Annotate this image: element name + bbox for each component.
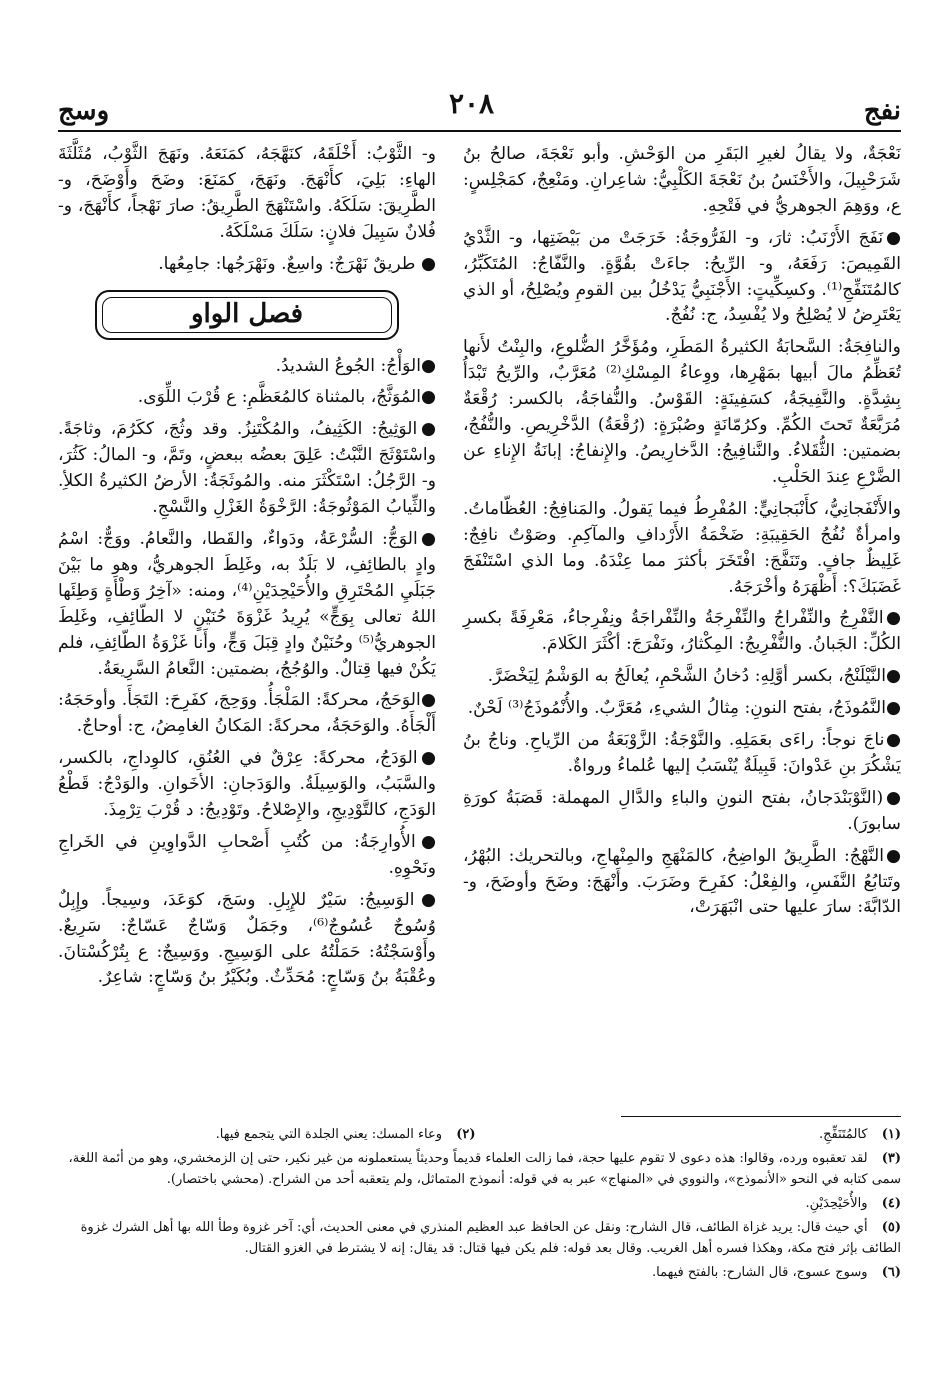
footnote-row [50, 1124, 901, 1148]
footnote-number: (١) [881, 1127, 901, 1142]
entry-awarija: ●الأُوارِجَةُ: من كُتُبِ أَصْحابِ الدَّواوِينِ في الخَراجِ ونَحْوِهِ. [58, 831, 436, 878]
footnote-5 [50, 1217, 901, 1259]
entry-nawbandajan: ●(النَّوْبَنْدَجانُ، بفتح النونِ والباءِ والدَّالِ المهملة: قَصَبَةُ كورَةِ سابورَ). [463, 787, 901, 834]
header-root-word-right: نفج [863, 96, 901, 126]
footnote-text: وعاء المسك: يعني الجلدة التي يتجمع فيها. [215, 1127, 443, 1142]
entry-text: و- الثَّوْبُ: أَخْلَقَهُ، كنَهَّجَهُ، كمَنَعَهُ. ونَهَجَ الثَّوْبُ، مُثَلَّثَةَ الهاءِ: بَلِيَ، كأَنْهَجَ. ونَهَجَ، كمَنَعَ: وضَحَ وأَوْضَحَ، و- الطَّرِيقَ: سَلَكَهُ. واسْتَنْهَجَ الطَّرِيقُ: صارَ نَهْجاً، كأَنْهَجَ، و- فُلانٌ سَبِيلَ فلانٍ: سَلَكَ مَسْلَكَهُ. [58, 144, 436, 242]
entry-text: والنافِجَةُ: السَّحابَةُ الكثيرةُ المَطَرِ، ومُؤَخَّرُ الضُّلوعِ، والبِنْتُ لأَنها تُعَظِّمُ مالَ أبيها بمَهْرِها، ووِعاءُ المِسْكِ⁽²⁾ مُعَرَّبٌ، والرِّيحُ تَبْدَأُ بِشِدَّةٍ. والنَّفِيجَةُ، كسَفِينَةٍ: القَوْسُ. والنُّفاجَةُ، بالكسر: رُقْعَةٌ مُرَبَّعَةٌ تَحتَ الكُمِّ. وكرُمّانَةٍ وصُبْرَةٍ: (رُقْعَةُ) الدَّخْرِيصِ. والنُّفُجُ، بضمتين: الثُّقَلاءُ. والنَّنافِيجُ: الدَّخارِيصُ. والإِنفاجُ: إبانَةُ الإِناءِ عن الضَّرْعِ عِندَ الحَلْبِ. [463, 337, 902, 487]
footnote-2 [50, 1124, 476, 1145]
footnote-text: لقد تعقبوه ورده، وقالوا: هذه دعوى لا تقوم عليها حجة، فما زالت العلماء قديماً وحديثاً يستعملونه من غير نكير، حتى إن الزمخشري، وهو من أئمة اللغة، سمى كتابه في النحو «الأنموذج»، والنووي في «المنهاج» عبر به في قوله: أنموذج المتماثل، ولم يتعقبه أحد من الشراح. (محشي باختصار). [68, 1151, 901, 1187]
footnotes [50, 1124, 901, 1286]
entry-muwaththaj: ●المُوَثَّجُ، بالمثناة كالمُعَظَّمِ: ع قُرْبَ اللِّوَى. [137, 387, 436, 408]
footnote-number: (٥) [881, 1220, 901, 1235]
footnote-rule [621, 1116, 901, 1117]
entry-wathij: ●الوَثِيجُ: الكَثِيفُ، والمُكْتَنِزُ. وقد وثُجَ، ككَرُمَ، وثاجَةً. واسْتَوْثَجَ النَّبْتُ: عَلِقَ بعضُه ببعضٍ، وتَمَّ، و- المالُ: كَثُرَ، و- الرَّجُلُ: اسْتَكْثَرَ منه. والمُوثَجَةُ: الأرضُ الكثيرةُ الكلأِ. والثِّيابُ المَوْثُوجَةُ: الرَّخْوَةُ الغَزْلِ والنَّسْجِ. [58, 419, 436, 518]
entry-wadaj: ●الوَدَجُ، محركةً: عِرْقٌ في العُنُقِ، كالوِداجِ، بالكسر، والسَّبَبُ، والوَسِيلَةُ. والوَدَجانِ: الأخَوانِ. والوَدْجُ: قَطْعُ الوَدَجِ، كالتَّوْدِيجِ، والإِصْلاحُ. وتَوْدِيجُ: د قُرْبَ تِرْمِذَ. [58, 748, 436, 821]
footnote-number: (٦) [881, 1265, 901, 1280]
entry-nifrij: ●النَّفْرِجُ والنِّفْراجُ والنِّفْرِجَةُ والنِّفْراجَةُ ونِفْرِجاءُ، مَعْرِفَةً بكسرِ الكُلِّ: الجَبانُ. والنُّفْرِيجُ: المِكْثارُ، ونَفْرَجَ: أكْثَرَ الكَلامَ. [463, 608, 901, 655]
entry-namudhaj: ●النَّمُوذَجُ، بفتح النونِ: مِثالُ الشيءِ، مُعَرَّبٌ. والأُنْمُوذَجُ⁽³⁾ لَحْنٌ. [467, 698, 901, 719]
footnote-text: وسوج عسوج، قال الشارح: بالفتح فيهما. [651, 1265, 868, 1280]
footnote-text: كالمُتَنَفِّجِ. [818, 1127, 868, 1142]
entry-wajj: ●الوَجُّ: السُّرْعَةُ، ودَواءٌ، والقَطا، والنَّعامُ. ووَجٌّ: اسْمُ وادٍ بالطائِفِ، لا بَلَدٌ به، وغَلِطَ الجوهريُّ، وهو ما بَيْنَ جَبَلَيِ المُحْتَرِقِ والأُحَيْحِدَيْنِ⁽⁴⁾، ومنه: «آخِرُ وَطْأَةٍ وَطِئَها اللهُ تعالى بِوَجٍّ» يُرِيدُ غَزْوَةَ حُنَيْنٍ لا الطّائِفِ، وغَلِطَ الجوهريُّ⁽⁵⁾ وحُنَيْنٌ وادٍ قِبَلَ وَجٍّ، وأَنا غَزْوَةُ الطّائِفِ، فلم يَكُنْ فيها قِتالٌ. والوُجُجُ، بضمتين: النَّعامُ السَّرِيعَةُ. [58, 528, 436, 679]
entry-nilanj: ●النَّيْلَنْجُ، بكسر أوَّلِهِ: دُخانُ الشَّحْمِ، يُعالَجُ به الوَشْمُ لِيَخْضَرَّ. [487, 666, 901, 687]
right-column [463, 142, 901, 927]
entry-nahj: ●النَّهْجُ: الطَّرِيقُ الواضِحُ، كالمَنْهَجِ والمِنْهاجِ، وبالتحريك: البُهْرُ، وتَتابُعُ النَّفَسِ، والفِعْلُ: كفَرِحَ وضَرَبَ. وأَنْهَجَ: وضَحَ وأوضَحَ، و- الدّابَّةَ: سارَ عليها حتى انْبَهَرَتْ، [463, 845, 901, 918]
footnote-number: (٤) [881, 1196, 901, 1211]
footnote-3 [50, 1148, 901, 1190]
entry-naja: ●ناجَ نوجاً: راءَى بعَمَلِهِ. والنَّوْجَةُ: الزَّوْبَعَةُ من الرِّياحِ. وناجُ بنُ يَشْكُرَ بنِ عَدْوانَ: قَبِيلَةٌ يُنْسَبُ إليها عُلماءُ ورواةٌ. [463, 730, 901, 776]
header-root-word-left: وسج [58, 96, 110, 126]
page-number: ٢٠٨ [448, 87, 495, 120]
entry-wahaj: ●الوَحَجُ، محركةً: المَلْجَأُ. ووَحِجَ، كفَرِحَ: التَجَأَ. وأوحَجَهُ: أَلْجَأَهُ. والوَحَجَةُ، محركةً: المَكانُ الغامِضُ، ج: أوحاجٌ. [58, 690, 436, 737]
entry-wasij: ●الوَسِيجُ: سَيْرٌ للإِبِلِ. وسَجَ، كوَعَدَ، وسِيجاً. وإِبِلٌ وُسُوجٌ عُسُوجٌ⁽⁶⁾، وجَمَلٌ وَسّاجٌ عَسّاجٌ: سَرِيعٌ. وأَوْسَجْتُهُ: حَمَلْتُهُ على الوَسِيجِ. ووَسِيجٌ: ع بِتُرْكُسْتانَ. وعُقْبَةُ بنُ وَسّاجٍ: مُحَدِّثٌ. وبُكَيْرُ بنُ وَسّاجٍ: شاعِرٌ. [58, 889, 436, 988]
left-column [58, 142, 436, 997]
header-rule [58, 130, 901, 132]
footnote-1 [476, 1124, 902, 1145]
footnote-6 [50, 1262, 901, 1283]
footnote-number: (٣) [881, 1151, 901, 1166]
entry-nahraj: ● طريقٌ نَهْرَجٌ: واسِعٌ. ونَهْرَجُها: جامِعُها. [158, 253, 436, 274]
footnote-text: والأُحَيْحِدَيْنِ. [805, 1196, 868, 1211]
footnote-4 [50, 1193, 901, 1214]
footnote-text: أي حيث قال: يريد غزاة الطائف، قال الشارح: ونقل عن الحافظ عبد العظيم المنذري في معنى الحديث، أي: آخر غزوة وطأ الله بها أهل الشرك غزوة الطائف بإثر فتح مكة، وهكذا فسره أهل الغريب. وقال بعد قوله: فلم يكن فيها قتال: قد يقال: إنه لا يشترط في الغزو القتال. [80, 1220, 901, 1256]
entry-nafaja: ●نَفَجَ الأَرْنَبُ: ثارَ، و- الفَرُّوجَةُ: خَرَجَتْ من بَيْضَتِها، و- الثَّدْيُ القَمِيصَ: رَفَعَهُ، و- الرِّيحُ: جاءَتْ بقُوَّةٍ. والنَّفّاجُ: المُتَكَبِّرُ، كالمُتَنَفِّجِ⁽¹⁾. وكسِكِّيتٍ: الأَجْنَبِيُّ يَدْخُلُ بين القومِ ويُصْلِحُ، أو الذي يَعْتَرِضُ لا يُصْلِحُ ولا يُفْسِدُ، ج: نُفُجٌ. [463, 227, 901, 326]
entry-text: والأَنْفَجانِيُّ، كأَنْبَجانِيٍّ: المُفْرِطُ فيما يَقولُ. والمَنافِجُ: العُظّاماتُ. وامرأةٌ نُفُجُ الحَقِيبَةِ: ضَخْمَةُ الأَرْدافِ والمآكِمِ. وصَوْتٌ نافِجٌ: غَلِيظٌ جافٍ. وتَنَفَّجَ: افْتَخَرَ بأكثرَ مما عِنْدَهُ. وما الذي اسْتَنْفَجَ غَضَبَكَ؟: أَظْهَرَهُ وأخْرَجَهُ. [463, 498, 901, 597]
section-heading-box [95, 290, 399, 340]
entry-text: نَعْجَةٌ، ولا يقالُ لغيرِ البَقَرِ من الوَحْشِ. وأبو نَعْجَةَ، صالحُ بنُ شَرَحْبِيلَ، والأَخْنَسُ بنُ نَعْجَةَ الكَلْبِيُّ: شاعِرانِ. ومَنْعِجٌ، كمَجْلِسٍ: ع، ووَهِمَ الجوهريُّ في فَتْحِهِ. [463, 144, 901, 216]
entry-waaj: ●الوَأْجُ: الجُوعُ الشديدُ. [275, 355, 436, 376]
footnote-number: (٢) [456, 1127, 476, 1142]
section-title: فصل الواو [190, 298, 304, 329]
